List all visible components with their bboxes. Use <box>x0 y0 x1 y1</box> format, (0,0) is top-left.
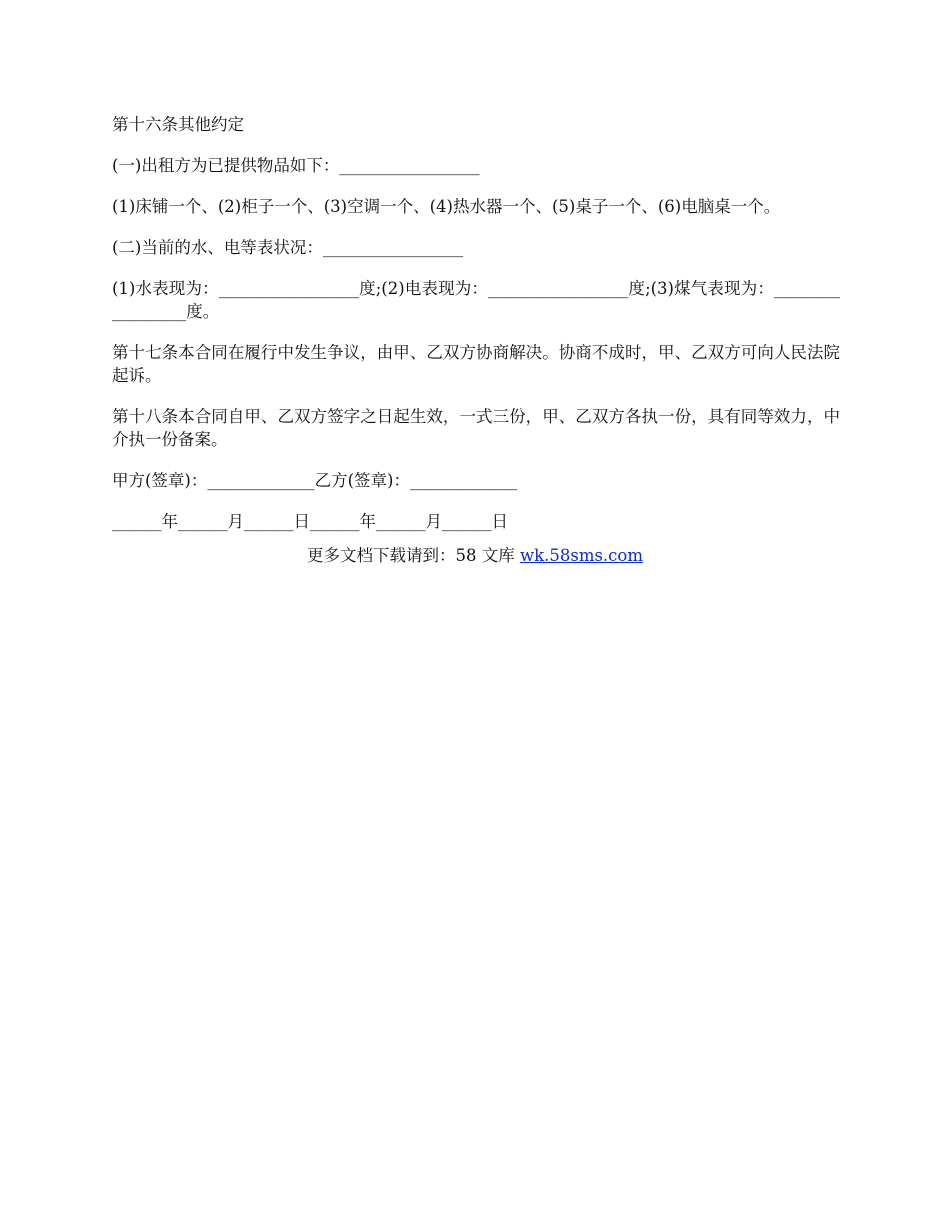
footer-link[interactable]: wk.58sms.com <box>519 546 643 565</box>
provided-items-list: (1)床铺一个、(2)柜子一个、(3)空调一个、(4)热水器一个、(5)桌子一个、(6)电脑桌一个。 <box>112 197 781 216</box>
clause-17-dispute: 第十七条本合同在履行中发生争议，由甲、乙双方协商解决。协商不成时，甲、乙双方可向人民法院起诉。 <box>112 343 840 385</box>
meter-readings: (1)水表现为：_________________度;(2)电表现为：_________________度;(3)煤气表现为：_________________度。 <box>112 279 840 321</box>
provided-items-line: (一)出租方为已提供物品如下：_________________ <box>112 156 480 175</box>
section-heading-16: 第十六条其他约定 <box>112 115 244 134</box>
footer-text: 更多文档下载请到：58 文库 <box>306 546 520 565</box>
signature-line: 甲方(签章)：_____________乙方(签章)：_____________ <box>112 471 518 490</box>
meter-status-line: (二)当前的水、电等表状况：_________________ <box>112 238 464 257</box>
document-body <box>112 113 840 551</box>
date-line: ______年______月______日______年______月______日 <box>112 512 508 531</box>
clause-18-effect: 第十八条本合同自甲、乙双方签字之日起生效，一式三份，甲、乙双方各执一份，具有同等效力，中介执一份备案。 <box>112 407 840 449</box>
download-footer <box>0 544 950 567</box>
